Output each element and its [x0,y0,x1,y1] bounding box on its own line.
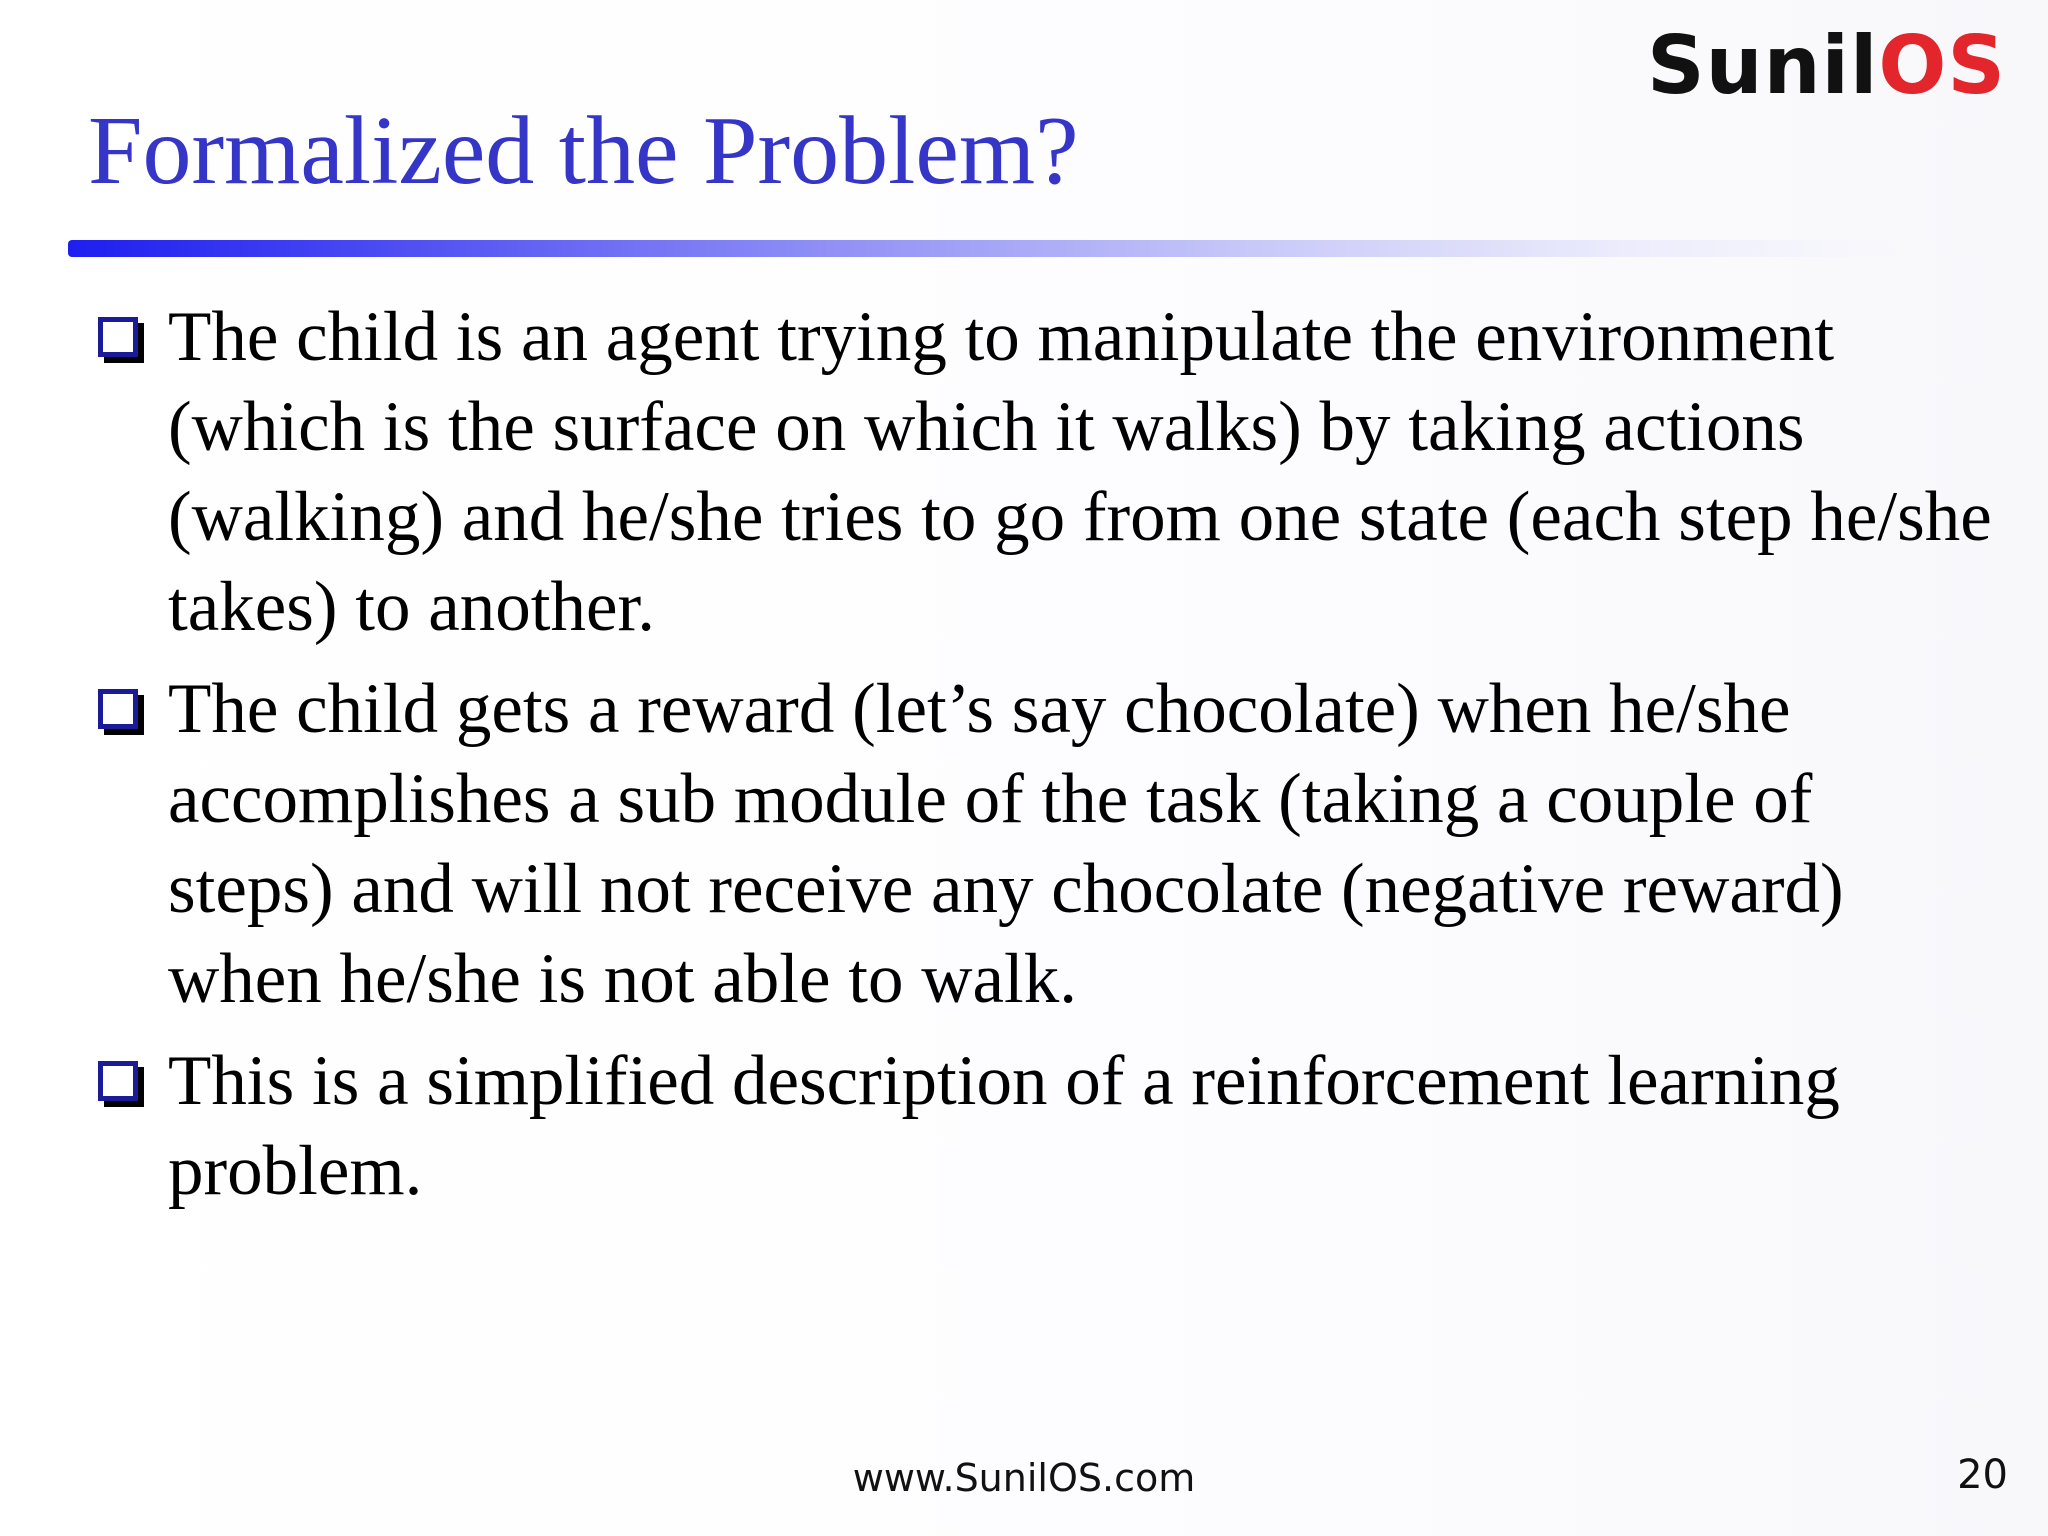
checkbox-square-icon [98,689,138,729]
slide-title: Formalized the Problem? [88,97,1079,205]
logo-text-red: OS [1878,19,2006,112]
checkbox-square-icon [98,1061,138,1101]
footer-website-url: www.SunilOS.com [852,1456,1196,1500]
title-underline-rule [68,240,1898,257]
bullet-item-reward [92,664,1992,1024]
bullet-item-agent [92,292,1992,652]
bullet-list [92,292,1992,1228]
bullet-text: This is a simplified description of a reinforcement learning problem. [168,1042,1840,1210]
bullet-text: The child is an agent trying to manipulate the environment (which is the surface on which it walks) by taking actions (walking) and he/she tries to go from one state (each step he/she takes) to another. [168,298,1992,646]
bullet-item-summary [92,1036,1992,1216]
checkbox-square-icon [98,317,138,357]
logo-text-dark: Sunil [1647,19,1879,112]
bullet-text: The child gets a reward (let’s say chocolate) when he/she accomplishes a sub module of the task (taking a couple of steps) and will not receive any chocolate (negative reward) when he/she is not able to walk. [168,670,1844,1018]
sunilos-logo [1647,19,2006,112]
slide-page-number: 20 [1957,1452,2008,1498]
